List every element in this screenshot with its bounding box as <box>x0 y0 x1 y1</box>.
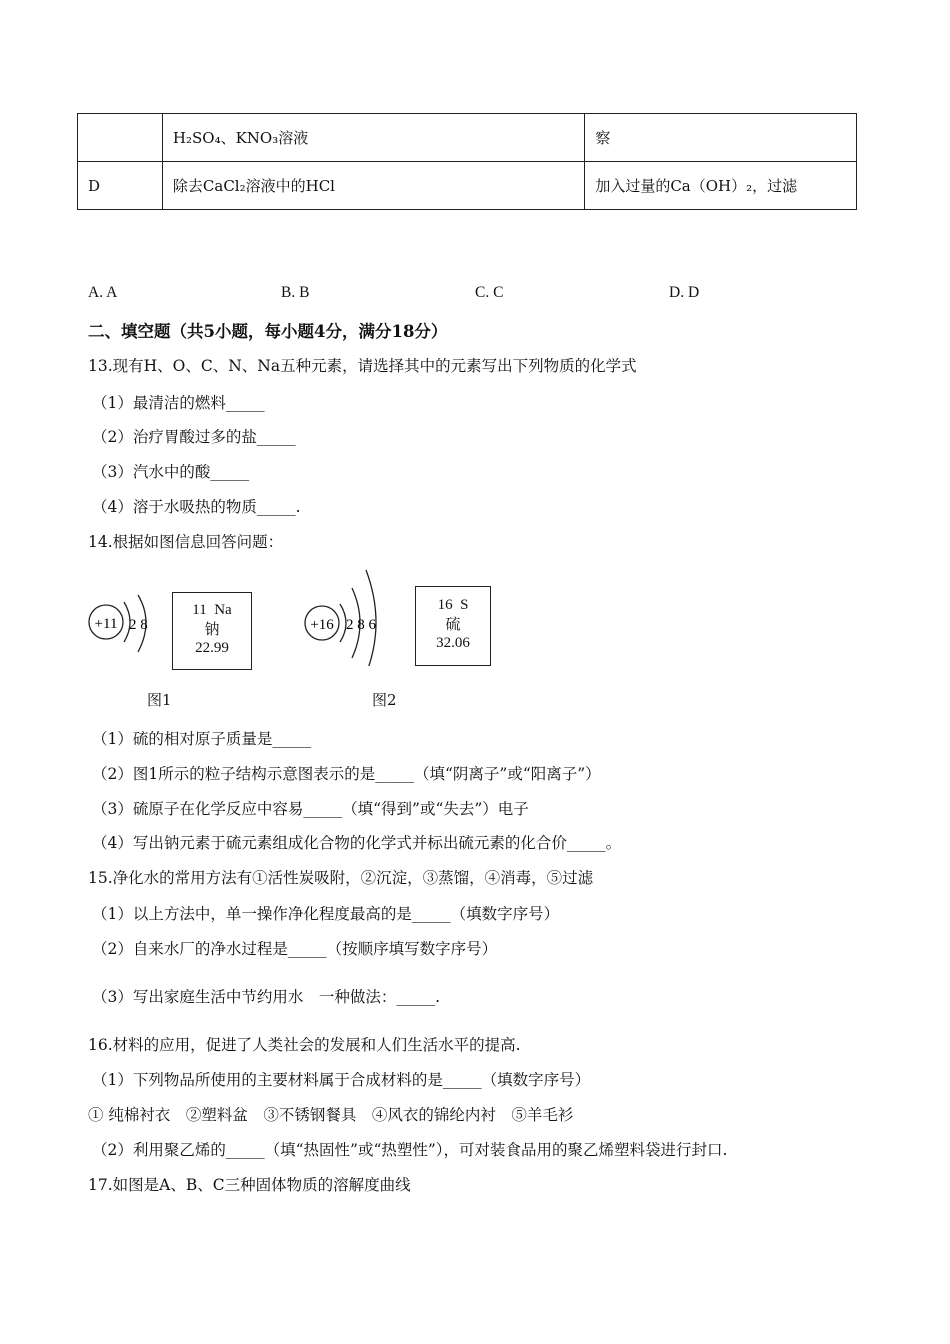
nucleus-charge: +11 <box>94 616 118 632</box>
element-name: 钠 <box>204 620 220 638</box>
table-cell: H₂SO₄、KNO₃溶液 <box>162 114 584 162</box>
q14-part-2: （2）图1所示的粒子结构示意图表示的是_____（填“阴离子”或“阳离子”） <box>92 765 601 783</box>
q14-part-1: （1）硫的相对原子质量是_____ <box>92 730 312 748</box>
q16-part-1: （1）下列物品所使用的主要材料属于合成材料的是_____（填数字序号） <box>92 1071 591 1089</box>
table-cell: 察 <box>585 114 857 162</box>
q17-stem: 17.如图是A、B、C三种固体物质的溶解度曲线 <box>88 1176 411 1194</box>
q13-part-3: （3）汽水中的酸_____ <box>92 463 250 481</box>
q13-part-1: （1）最清洁的燃料_____ <box>92 394 265 412</box>
q14-part-4: （4）写出钠元素于硫元素组成化合物的化学式并标出硫元素的化合价_____。 <box>92 834 622 852</box>
nucleus-charge: +16 <box>310 617 334 633</box>
sulfur-element-card <box>415 586 491 666</box>
choice-d: D. D <box>669 284 700 301</box>
electron-config: 2 8 <box>129 617 148 633</box>
figure-1-caption: 图1 <box>147 691 172 709</box>
electron-config: 2 8 6 <box>346 617 376 633</box>
element-symbol: Na <box>214 602 232 618</box>
choice-b: B. B <box>281 284 310 301</box>
element-symbol: S <box>460 597 469 613</box>
atomic-number: 11 <box>192 602 207 618</box>
choice-c: C. C <box>475 284 504 301</box>
q15-stem: 15.净化水的常用方法有①活性炭吸附，②沉淀，③蒸馏，④消毒，⑤过滤 <box>88 869 594 887</box>
atomic-mass: 32.06 <box>436 635 470 651</box>
table-cell: 加入过量的Ca（OH）₂，过滤 <box>585 162 857 210</box>
table-cell: D <box>78 162 163 210</box>
section-title: 二、填空题（共5小题，每小题4分，满分18分） <box>88 322 448 341</box>
sodium-atom-diagram <box>86 592 166 662</box>
q13-part-2: （2）治疗胃酸过多的盐_____ <box>92 428 296 446</box>
table-cell <box>78 114 163 162</box>
q15-part-1: （1）以上方法中，单一操作净化程度最高的是_____（填数字序号） <box>92 905 560 923</box>
q13-part-4: （4）溶于水吸热的物质_____. <box>92 498 301 516</box>
atomic-mass: 22.99 <box>195 640 229 656</box>
q14-stem: 14.根据如图信息回答问题： <box>88 533 284 551</box>
sulfur-atom-diagram <box>300 566 400 666</box>
q16-stem: 16.材料的应用，促进了人类社会的发展和人们生活水平的提高. <box>88 1036 521 1054</box>
q16-options: ① 纯棉衬衣 ②塑料盆 ③不锈钢餐具 ④风衣的锦纶内衬 ⑤羊毛衫 <box>88 1106 574 1124</box>
sodium-element-card <box>172 592 252 670</box>
choice-a: A. A <box>88 284 118 301</box>
q13-stem: 13.现有H、O、C、N、Na五种元素，请选择其中的元素写出下列物质的化学式 <box>88 357 637 375</box>
q15-part-3: （3）写出家庭生活中节约用水 一种做法：_____. <box>92 988 441 1006</box>
q16-part-2: （2）利用聚乙烯的_____（填“热固性”或“热塑性”），可对装食品用的聚乙烯塑料袋进行封口. <box>92 1141 728 1159</box>
table-row <box>78 114 857 162</box>
atomic-number: 16 <box>437 597 453 613</box>
options-table <box>77 113 857 210</box>
q15-part-2: （2）自来水厂的净水过程是_____（按顺序填写数字序号） <box>92 940 498 958</box>
q14-part-3: （3）硫原子在化学反应中容易_____（填“得到”或“失去”）电子 <box>92 800 529 818</box>
element-name: 硫 <box>445 615 461 633</box>
table-cell: 除去CaCl₂溶液中的HCl <box>162 162 584 210</box>
figure-2-caption: 图2 <box>372 691 397 709</box>
table-row <box>78 162 857 210</box>
